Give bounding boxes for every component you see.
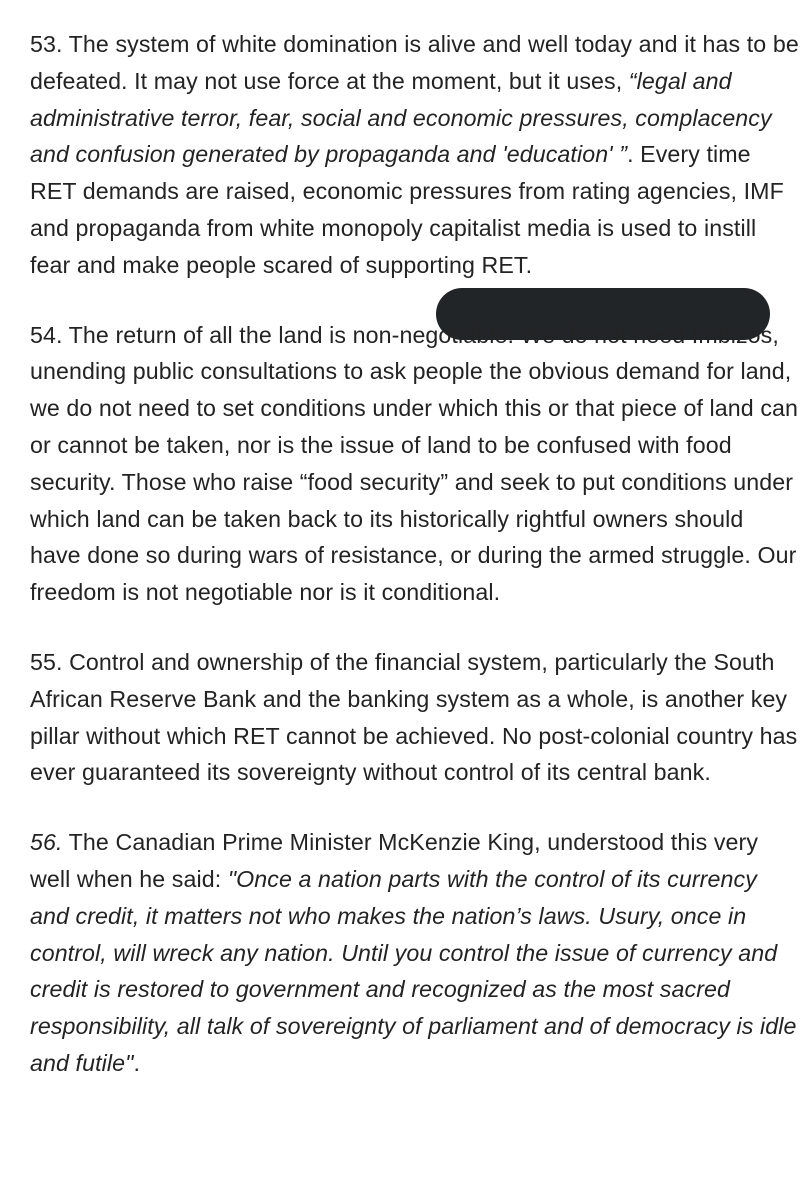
paragraph-55-text: 55. Control and ownership of the financial system, particularly the South African Reserve Bank and the banking system as a whole, is another key pillar without which RET cannot be achieved. No post-colonial country has ever guaranteed its sovereignty without control of its central bank. [30,648,798,786]
paragraph-55 [30,644,800,791]
paragraph-54 [30,317,800,611]
paragraph-53-text: 53. The system of white domination is alive and well today and it has to be defeated. It may not use force at the moment, but it uses, [30,31,799,94]
paragraph-56-quote: "Once a nation parts with the control of its currency and credit, it matters not who makes the nation’s laws. Usury, once in control, will wreck any nation. Until you control the issue of currency and credit is restored to government and recognized as the most sacred responsibility, all talk of sovereignty of parliament and of democracy is idle and futile" [30,865,797,1076]
paragraph-53 [30,26,800,284]
paragraph-54-text: 54. The return of all the land is non-negotiable. We do not need Imbizos, unending public consultations to ask people the obvious demand for land, we do not need to set conditions under which this or that piece of land can or cannot be taken, nor is the issue of land to be confused with food security. Those who raise “food security” and seek to put conditions under which land can be taken back to its historically rightful owners should have done so during wars of resistance, or during the armed struggle. Our freedom is not negotiable nor is it conditional. [30,321,799,606]
document-body [30,26,800,1115]
paragraph-56-number: 56. [30,829,63,856]
paragraph-56-text: The Canadian Prime Minister McKenzie King, understood this very well when he said: [30,829,759,892]
paragraph-56 [30,824,800,1082]
paragraph-56-text-end: . [133,1049,140,1076]
paragraph-53-text-end: . Every time RET demands are raised, economic pressures from rating agencies, IMF and propaganda from white monopoly capitalist media is used to instill fear and make people scared of supporting RET. [30,141,784,278]
paragraph-53-quote: “legal and administrative terror, fear, social and economic pressures, complacency and confusion generated by propaganda and 'education' ” [30,67,772,168]
